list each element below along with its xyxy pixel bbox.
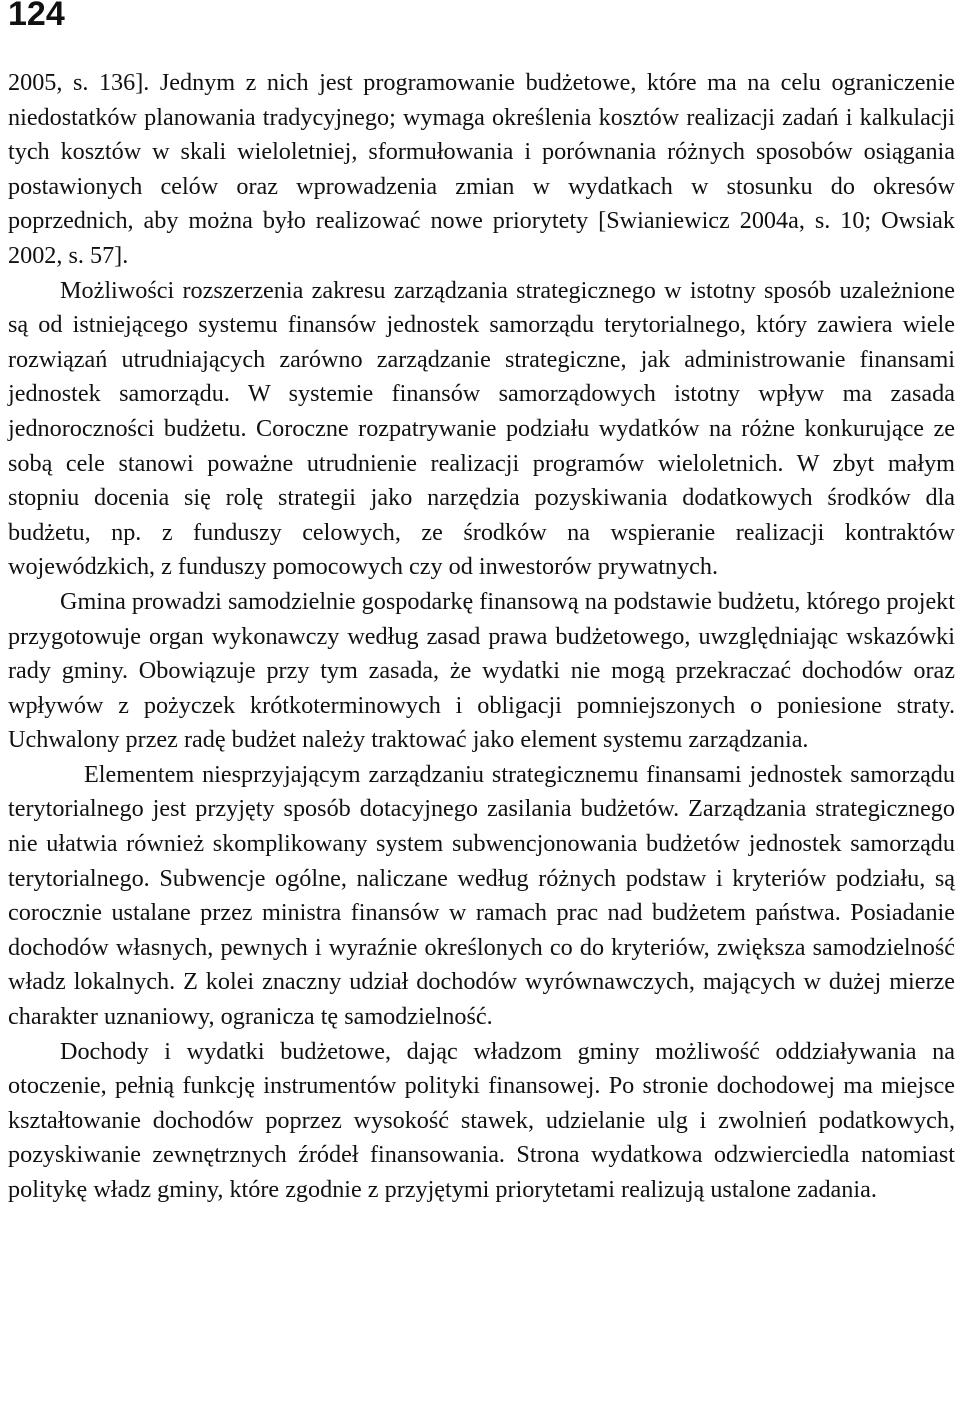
- paragraph-continuation: 2005, s. 136]. Jednym z nich jest programowanie budżetowe, które ma na celu ograniczenie niedostatków planowania tradycyjnego; wymaga określenia kosztów realizacji zadań i kalkulacji tych kosztów w skali wieloletniej, sformułowania i porównania różnych sposobów osiągania postawionych celów oraz wprowadzenia zmian w wydatkach w stosunku do okresów poprzednich, aby można było realizować nowe priorytety [Swianiewicz 2004a, s. 10; Owsiak 2002, s. 57].: [8, 69, 955, 269]
- paragraph-commune-finance: Gmina prowadzi samodzielnie gospodarkę finansową na podstawie budżetu, którego projekt przygotowuje organ wykonawczy według zasad prawa budżetowego, uwzględniając wskazówki rady gminy. Obowiązuje przy tym zasada, że wydatki nie mogą przekraczać dochodów oraz wpływów z pożyczek krótkoterminowych i obligacji pomniejszonych o poniesione straty. Uchwalony przez radę budżet należy traktować jako element systemu zarządzania.: [8, 587, 955, 754]
- paragraph-budget-income-expenses: Dochody i wydatki budżetowe, dając władzom gminy możliwość oddziaływania na otoczenie, pełnią funkcję instrumentów polityki finansowej. Po stronie dochodowej ma miejsce kształtowanie dochodów poprzez wysokość stawek, udzielanie ulg i zwolnień podatkowych, pozyskiwanie zewnętrznych źródeł finansowania. Strona wydatkowa odzwierciedla natomiast politykę władz gminy, które zgodnie z przyjętymi priorytetami realizują ustalone zadania.: [8, 1037, 955, 1203]
- page-number: 124: [8, 0, 65, 33]
- paragraph-strategic-management: Możliwości rozszerzenia zakresu zarządzania strategicznego w istotny sposób uzależnione są od istniejącego systemu finansów jednostek samorządu terytorialnego, który zawiera wiele rozwiązań utrudniających zarówno zarządzanie strategiczne, jak administrowanie finansami jednostek samorządu. W systemie finansów samorządowych istotny wpływ ma zasada jednoroczności budżetu. Coroczne rozpatrywanie podziału wydatków na różne konkurujące ze sobą cele stanowi poważne utrudnienie realizacji programów wieloletnich. W zbyt małym stopniu docenia się rolę strategii jako narzędzia pozyskiwania dodatkowych środków dla budżetu, np. z funduszy celowych, ze środków na wspieranie realizacji kontraktów wojewódzkich, z funduszy pomocowych czy od inwestorów prywatnych.: [8, 276, 955, 581]
- paragraph-subsidies: Elementem niesprzyjającym zarządzaniu strategicznemu finansami jednostek samorządu terytorialnego jest przyjęty sposób dotacyjnego zasilania budżetów. Zarządzania strategicznego nie ułatwia również skomplikowany system subwencjonowania budżetów jednostek samorządu terytorialnego. Subwencje ogólne, naliczane według różnych podstaw i kryteriów podziału, są corocznie ustalane przez ministra finansów w ramach prac nad budżetem państwa. Posiadanie dochodów własnych, pewnych i wyraźnie określonych co do kryteriów, zwiększa samodzielność władz lokalnych. Z kolei znaczny udział dochodów wyrównawczych, mających w dużej mierze charakter uznaniowy, ogranicza tę samodzielność.: [8, 760, 955, 1031]
- body-text: [8, 66, 955, 1208]
